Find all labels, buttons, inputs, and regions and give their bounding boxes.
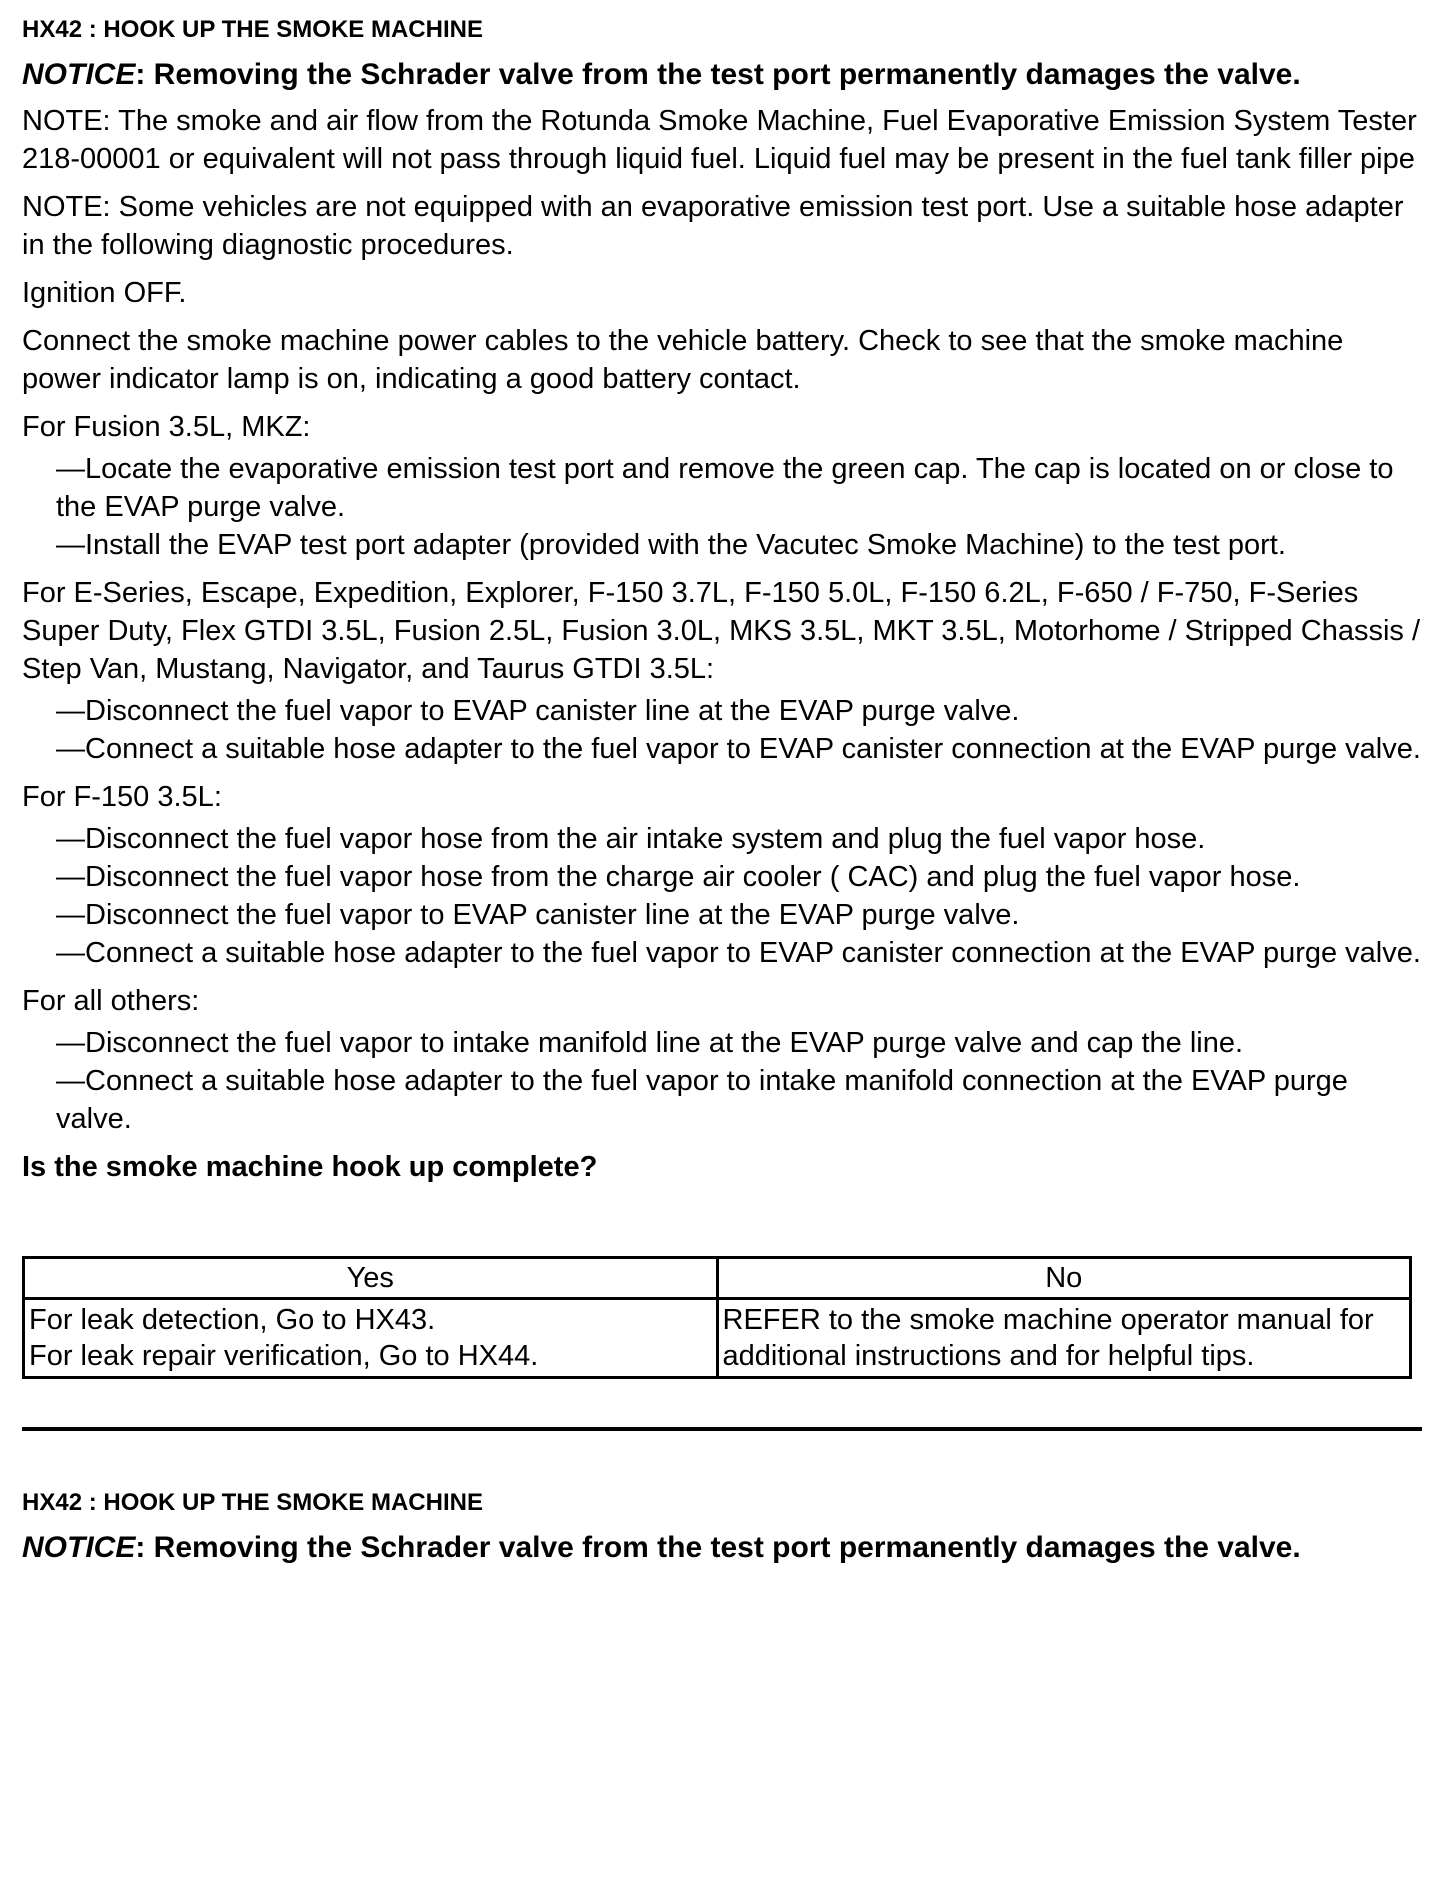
document-page — [22, 10, 1422, 1575]
cell-no: REFER to the smoke machine operator manual for additional instructions and for helpful tips. — [717, 1299, 1411, 1378]
yes-line-repair-verification: For leak repair verification, Go to HX44. — [29, 1340, 539, 1372]
section-title: HX42 : HOOK UP THE SMOKE MACHINE — [22, 16, 483, 43]
notice-label: NOTICE — [22, 1531, 136, 1564]
header-yes: Yes — [24, 1258, 718, 1299]
group-item: —Connect a suitable hose adapter to the fuel vapor to intake manifold connection at the EVAP purge valve. — [56, 1065, 1348, 1135]
group-item: —Disconnect the fuel vapor to intake manifold line at the EVAP purge valve and cap the line. — [56, 1027, 1244, 1059]
step-ignition-off: Ignition OFF. — [22, 277, 187, 309]
question: Is the smoke machine hook up complete? — [22, 1151, 598, 1183]
section-divider — [22, 1427, 1422, 1431]
group-item: —Disconnect the fuel vapor to EVAP canister line at the EVAP purge valve. — [56, 695, 1020, 727]
step-connect-power: Connect the smoke machine power cables to the vehicle battery. Check to see that the smoke machine power indicator lamp is on, indicating a good battery contact. — [22, 325, 1344, 395]
group-f150-35l — [22, 778, 1422, 972]
yes-line-leak-detection: For leak detection, Go to HX43. — [29, 1304, 436, 1336]
notice-text: : Removing the Schrader valve from the test port permanently damages the valve. — [135, 1531, 1301, 1564]
table-header-row — [24, 1258, 1411, 1299]
note-liquid-fuel: NOTE: The smoke and air flow from the Rotunda Smoke Machine, Fuel Evaporative Emission System Tester 218-00001 or equivalent will not pass through liquid fuel. Liquid fuel may be present in the fuel tank filler pipe — [22, 105, 1417, 175]
notice-repeat — [22, 1529, 1422, 1567]
group-item: —Connect a suitable hose adapter to the fuel vapor to EVAP canister connection at the EVAP purge valve. — [56, 937, 1421, 969]
group-item: —Disconnect the fuel vapor hose from the air intake system and plug the fuel vapor hose. — [56, 823, 1206, 855]
group-item: —Disconnect the fuel vapor to EVAP canister line at the EVAP purge valve. — [56, 899, 1020, 931]
note-no-test-port: NOTE: Some vehicles are not equipped with an evaporative emission test port. Use a suitable hose adapter in the following diagnostic procedures. — [22, 191, 1404, 261]
notice-text: : Removing the Schrader valve from the test port permanently damages the valve. — [135, 58, 1301, 91]
header-no: No — [717, 1258, 1411, 1299]
group-fusion-mkz — [22, 408, 1422, 564]
group-item: —Locate the evaporative emission test port and remove the green cap. The cap is located on or close to the EVAP purge valve. — [56, 453, 1394, 523]
answer-table — [22, 1256, 1412, 1379]
group-heading: For F-150 3.5L: — [22, 781, 222, 813]
notice — [22, 56, 1422, 94]
group-all-others — [22, 982, 1422, 1138]
group-item: —Install the EVAP test port adapter (provided with the Vacutec Smoke Machine) to the test port. — [56, 529, 1286, 561]
group-item: —Disconnect the fuel vapor hose from the charge air cooler ( CAC) and plug the fuel vapor hose. — [56, 861, 1301, 893]
cell-yes — [24, 1299, 718, 1378]
group-heading: For all others: — [22, 985, 200, 1017]
notice-label: NOTICE — [22, 58, 136, 91]
section-title-repeat: HX42 : HOOK UP THE SMOKE MACHINE — [22, 1489, 483, 1516]
group-heading: For E-Series, Escape, Expedition, Explorer, F-150 3.7L, F-150 5.0L, F-150 6.2L, F-650 / F-750, F-Series Super Duty, Flex GTDI 3.5L, Fusion 2.5L, Fusion 3.0L, MKS 3.5L, MKT 3.5L, Motorhome / Stripped Chassis / Step Van, Mustang, Navigator, and Taurus GTDI 3.5L: — [22, 577, 1421, 685]
table-row — [24, 1299, 1411, 1378]
group-eseries-etc — [22, 574, 1422, 768]
group-item: —Connect a suitable hose adapter to the fuel vapor to EVAP canister connection at the EVAP purge valve. — [56, 733, 1421, 765]
group-heading: For Fusion 3.5L, MKZ: — [22, 411, 311, 443]
